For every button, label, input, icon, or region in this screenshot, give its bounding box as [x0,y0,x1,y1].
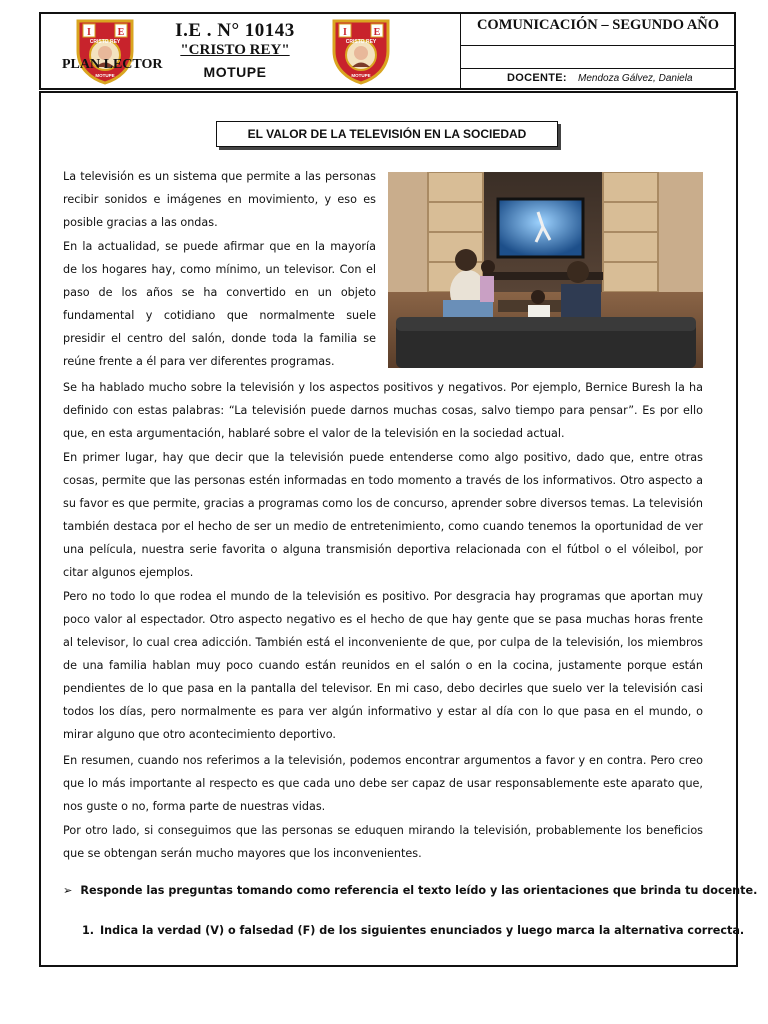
header-row-line [461,68,734,69]
instruction [63,884,757,897]
family-watching-tv-photo [388,172,703,368]
svg-text:MOTUPE: MOTUPE [351,73,371,78]
svg-text:E: E [117,27,125,38]
svg-text:MOTUPE: MOTUPE [95,73,115,78]
svg-text:I: I [343,27,347,38]
question-1 [82,924,744,937]
header-row-line [461,45,734,46]
arrow-bullet-icon: ➢ [63,884,73,897]
svg-text:I: I [87,27,91,38]
teacher-label: DOCENTE: [507,72,567,84]
paragraph-3: Se ha hablado mucho sobre la televisión y los aspectos positivos y negativos. Por ejemplo, Bernice Buresh la ha definido con estas palabras: “La televisión puede darnos muchas cosas, salvo tiempo para pensar”. Es por ello que, en esta argumentación, hablaré sobre el valor de la televisión en la sociedad actual. [63,381,703,440]
course-title: COMUNICACIÓN – SEGUNDO AÑO [476,17,720,33]
school-town: MOTUPE [203,64,267,80]
paragraph-4: En primer lugar, hay que decir que la televisión puede entenderse como algo positivo, dado que, entre otras cosas, permite que las personas estén informadas en todo momento a través de los informativos. Otro aspecto a su favor es que permite, gracias a programas como los de concurso, aprender sobre diversos temas. La televisión también destaca por el hecho de ser un medio de entretenimiento, como cuando tenemos la oportunidad de ver una película, nuestra serie favorita o alguna transmisión deportiva relacionada con el fútbol o el vóleibol, por citar algunos ejemplos. [63,451,703,579]
paragraph-5: Pero no todo lo que rodea el mundo de la televisión es positivo. Por desgracia hay programas que aportan muy poco valor al espectador. Otro aspecto negativo es el hecho de que hay gente que se pasa muchas horas frente al televisor, lo cual crea adicción. También está el inconveniente de que, por culpa de la televisión, los miembros de una familia hablan muy poco cuando están reunidos en el salón o en la cocina, justamente porque están pendientes de lo que pasa en la pantalla del televisor. En mi caso, debo decirles que suelo ver la televisión casi todos los días, pero normalmente es para ver algún informativo y estar al día con lo que pasa en el mundo, o mirar alguno que otro acontecimiento deportivo. [63,590,703,741]
question-text: Indica la verdad (V) o falsedad (F) de los siguientes enunciados y luego marca la alternativa correcta. [100,924,745,937]
school-subname: "CRISTO REY" [180,42,290,58]
reading-title: EL VALOR DE LA TELEVISIÓN EN LA SOCIEDAD [216,121,558,147]
svg-text:CRISTO REY: CRISTO REY [89,39,121,45]
instruction-text: Responde las preguntas tomando como referencia el texto leído y las orientaciones que brinda tu docente. [80,884,758,897]
paragraph-7: Por otro lado, si conseguimos que las personas se eduquen mirando la televisión, probablemente los beneficios que se obtengan serán mucho mayores que los inconvenientes. [63,824,703,860]
school-crest-right-icon [330,15,392,85]
svg-text:E: E [373,27,381,38]
paragraph-6: En resumen, cuando nos referimos a la televisión, podemos encontrar argumentos a favor y en contra. Pero creo que lo más importante al respecto es que cada uno debe ser capaz de usar responsablemente este aparato que, nos guste o no, forma parte de nuestras vidas. [63,754,703,813]
teacher-name: Mendoza Gálvez, Daniela [578,73,693,84]
school-name: I.E . N° 10143 [175,20,295,41]
school-crest-left-icon [74,15,136,85]
paragraph-2: En la actualidad, se puede afirmar que en la mayoría de los hogares hay, como mínimo, un televisor. Con el paso de los años se ha convertido en un objeto fundamental y cotidiano que normalmente suele presidir el centro del salón, donde toda la familia se reúne frente a él para ver diferentes programas. [63,240,376,368]
question-number: 1. [82,924,95,937]
program-label: PLAN LECTOR [62,57,163,72]
paragraph-1: La televisión es un sistema que permite a las personas recibir sonidos e imágenes en movimiento, y eso es posible gracias a las ondas. [63,170,376,229]
svg-text:CRISTO REY: CRISTO REY [345,39,377,45]
